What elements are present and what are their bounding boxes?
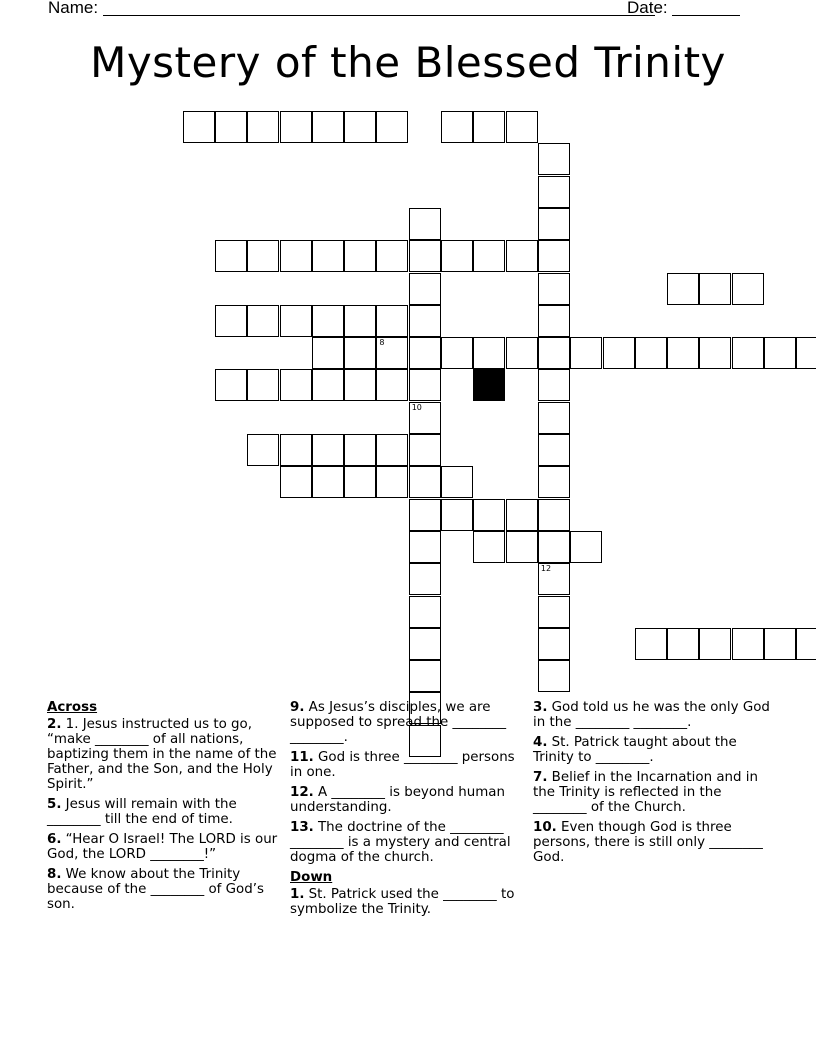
crossword-cell[interactable] <box>344 369 376 401</box>
clue-text: St. Patrick used the ________ to symbolize the Trinity. <box>290 887 515 917</box>
crossword-cell[interactable] <box>667 273 699 305</box>
crossword-cell[interactable] <box>280 466 312 498</box>
crossword-cell[interactable] <box>473 111 505 143</box>
clue-text: “Hear O Israel! The LORD is our God, the LORD ________!” <box>47 832 278 862</box>
crossword-cell[interactable] <box>344 305 376 337</box>
clue-number-label: 10 <box>411 402 422 412</box>
clues-column-1 <box>47 700 282 917</box>
name-label: Name: <box>48 0 99 17</box>
crossword-cell[interactable] <box>376 111 408 143</box>
crossword-cell[interactable] <box>376 369 408 401</box>
crossword-cell[interactable] <box>280 111 312 143</box>
crossword-cell[interactable] <box>280 369 312 401</box>
crossword-cell[interactable] <box>506 337 538 369</box>
crossword-cell[interactable] <box>538 563 570 595</box>
crossword-cell[interactable] <box>215 111 247 143</box>
crossword-cell[interactable] <box>409 563 441 595</box>
clue-number: 4. <box>533 735 548 750</box>
crossword-cell[interactable] <box>344 111 376 143</box>
clue-number: 11. <box>290 750 314 765</box>
crossword-cell[interactable] <box>183 111 215 143</box>
crossword-cell[interactable] <box>376 337 408 369</box>
crossword-cell[interactable] <box>764 337 796 369</box>
clue-number: 10. <box>533 820 557 835</box>
crossword-cell[interactable] <box>409 531 441 563</box>
clue-number-label: 12 <box>540 564 552 574</box>
crossword-cell[interactable] <box>247 111 279 143</box>
clue-number: 12. <box>290 785 314 800</box>
crossword-cell[interactable] <box>506 499 538 531</box>
crossword-cell[interactable] <box>538 143 570 175</box>
clue-down-1 <box>290 887 525 917</box>
crossword-cell[interactable] <box>376 240 408 272</box>
crossword-cell[interactable] <box>538 208 570 240</box>
down-heading: Down <box>290 870 333 885</box>
crossword-cell[interactable] <box>409 240 441 272</box>
clue-text: 1. Jesus instructed us to go, “make ________ of all nations, baptizing them in the name of the Father, and the Son, and the Holy Spirit.” <box>47 717 277 792</box>
crossword-cell[interactable] <box>312 240 344 272</box>
crossword-cell[interactable] <box>667 628 699 660</box>
clue-down-10 <box>533 820 773 865</box>
clue-number: 3. <box>533 700 548 715</box>
date-label: Date: <box>627 0 668 17</box>
crossword-cell[interactable] <box>441 337 473 369</box>
crossword-cell[interactable] <box>441 111 473 143</box>
crossword-cell[interactable] <box>441 240 473 272</box>
crossword-cell[interactable] <box>409 305 441 337</box>
crossword-cell[interactable] <box>409 208 441 240</box>
crossword-block <box>473 369 505 401</box>
clue-number: 13. <box>290 820 314 835</box>
crossword-cell[interactable] <box>376 305 408 337</box>
crossword-cell[interactable] <box>538 660 570 692</box>
crossword-cell[interactable] <box>538 337 570 369</box>
clue-number: 9. <box>290 700 305 715</box>
clue-text: Belief in the Incarnation and in the Trinity is reflected in the ________ of the Church. <box>533 770 758 815</box>
crossword-cell[interactable] <box>312 337 344 369</box>
clue-number: 7. <box>533 770 548 785</box>
crossword-cell[interactable] <box>312 466 344 498</box>
clue-across-13 <box>290 820 525 865</box>
crossword-cell[interactable] <box>247 369 279 401</box>
crossword-cell[interactable] <box>538 176 570 208</box>
clue-across-12 <box>290 785 525 815</box>
crossword-cell[interactable] <box>699 273 731 305</box>
crossword-cell[interactable] <box>344 337 376 369</box>
clue-down-7 <box>533 770 773 815</box>
crossword-cell[interactable] <box>538 628 570 660</box>
clue-number-label: 8 <box>379 338 385 348</box>
clue-text: God told us he was the only God in the ________ ________. <box>533 700 770 730</box>
crossword-cell[interactable] <box>312 305 344 337</box>
crossword-cell[interactable] <box>699 628 731 660</box>
crossword-cell[interactable] <box>699 337 731 369</box>
across-heading: Across <box>47 700 98 715</box>
crossword-cell[interactable] <box>409 434 441 466</box>
crossword-cell[interactable] <box>280 434 312 466</box>
clue-text: Even though God is three persons, there is still only ________ God. <box>533 820 763 865</box>
crossword-cell[interactable] <box>764 628 796 660</box>
crossword-cell[interactable] <box>473 499 505 531</box>
clue-across-8 <box>47 867 282 912</box>
clue-down-4 <box>533 735 773 765</box>
crossword-cell[interactable] <box>344 466 376 498</box>
clue-down-3 <box>533 700 773 730</box>
crossword-cell[interactable] <box>635 337 667 369</box>
crossword-cell[interactable] <box>732 337 764 369</box>
clue-text: We know about the Trinity because of the ________ of God’s son. <box>47 867 264 912</box>
crossword-cell[interactable] <box>409 273 441 305</box>
crossword-cell[interactable] <box>635 628 667 660</box>
clue-number: 6. <box>47 832 62 847</box>
crossword-cell[interactable] <box>506 111 538 143</box>
crossword-cell[interactable] <box>280 305 312 337</box>
crossword-cell[interactable] <box>538 273 570 305</box>
clue-across-6 <box>47 832 282 862</box>
crossword-cell[interactable] <box>215 305 247 337</box>
clue-number: 2. <box>47 717 62 732</box>
crossword-cell[interactable] <box>538 240 570 272</box>
crossword-cell[interactable] <box>312 369 344 401</box>
crossword-cell[interactable] <box>538 402 570 434</box>
crossword-cell[interactable] <box>215 240 247 272</box>
clues-column-3 <box>533 700 773 870</box>
crossword-cell[interactable] <box>732 273 764 305</box>
crossword-cell[interactable] <box>473 337 505 369</box>
crossword-cell[interactable] <box>409 628 441 660</box>
clues-column-2 <box>290 700 525 922</box>
crossword-cell[interactable] <box>344 240 376 272</box>
clue-text: God is three ________ persons in one. <box>290 750 515 780</box>
crossword-cell[interactable] <box>280 240 312 272</box>
crossword-cell[interactable] <box>538 369 570 401</box>
clue-number: 5. <box>47 797 62 812</box>
crossword-cell[interactable] <box>409 337 441 369</box>
clue-text: A ________ is beyond human understanding. <box>290 785 505 815</box>
crossword-cell[interactable] <box>538 466 570 498</box>
crossword-cell[interactable] <box>247 434 279 466</box>
crossword-cell[interactable] <box>409 596 441 628</box>
clue-across-5 <box>47 797 282 827</box>
crossword-cell[interactable] <box>732 628 764 660</box>
crossword-cell[interactable] <box>247 240 279 272</box>
crossword-cell[interactable] <box>441 466 473 498</box>
crossword-cell[interactable] <box>409 369 441 401</box>
clue-text: St. Patrick taught about the Trinity to ________. <box>533 735 737 765</box>
crossword-cell[interactable] <box>506 531 538 563</box>
crossword-cell[interactable] <box>247 305 279 337</box>
crossword-cell[interactable] <box>215 369 247 401</box>
crossword-cell[interactable] <box>570 337 602 369</box>
crossword-cell[interactable] <box>344 434 376 466</box>
clue-text: Jesus will remain with the ________ till the end of time. <box>47 797 237 827</box>
crossword-cell[interactable] <box>441 499 473 531</box>
crossword-cell[interactable] <box>570 531 602 563</box>
clue-text: As Jesus’s disciples, we are supposed to spread the ________ ________. <box>290 700 507 745</box>
crossword-cell[interactable] <box>538 499 570 531</box>
clue-across-2 <box>47 717 282 792</box>
crossword-cell[interactable] <box>376 434 408 466</box>
crossword-cell[interactable] <box>409 466 441 498</box>
crossword-cell[interactable] <box>667 337 699 369</box>
clue-text: The doctrine of the ________ ________ is a mystery and central dogma of the church. <box>290 820 511 865</box>
crossword-cell[interactable] <box>538 596 570 628</box>
clue-across-9 <box>290 700 525 745</box>
crossword-cell[interactable] <box>409 402 441 434</box>
crossword-cell[interactable] <box>796 628 816 660</box>
crossword-cell[interactable] <box>473 531 505 563</box>
crossword-cell[interactable] <box>538 305 570 337</box>
crossword-cell[interactable] <box>409 660 441 692</box>
crossword-cell[interactable] <box>473 240 505 272</box>
crossword-cell[interactable] <box>376 466 408 498</box>
crossword-cell[interactable] <box>603 337 635 369</box>
clue-across-11 <box>290 750 525 780</box>
page-title: Mystery of the Blessed Trinity <box>90 38 726 87</box>
crossword-cell[interactable] <box>796 337 816 369</box>
clue-number: 8. <box>47 867 62 882</box>
crossword-cell[interactable] <box>312 111 344 143</box>
crossword-cell[interactable] <box>409 499 441 531</box>
crossword-cell[interactable] <box>538 531 570 563</box>
clue-number: 1. <box>290 887 305 902</box>
crossword-cell[interactable] <box>506 240 538 272</box>
crossword-cell[interactable] <box>538 434 570 466</box>
crossword-cell[interactable] <box>312 434 344 466</box>
